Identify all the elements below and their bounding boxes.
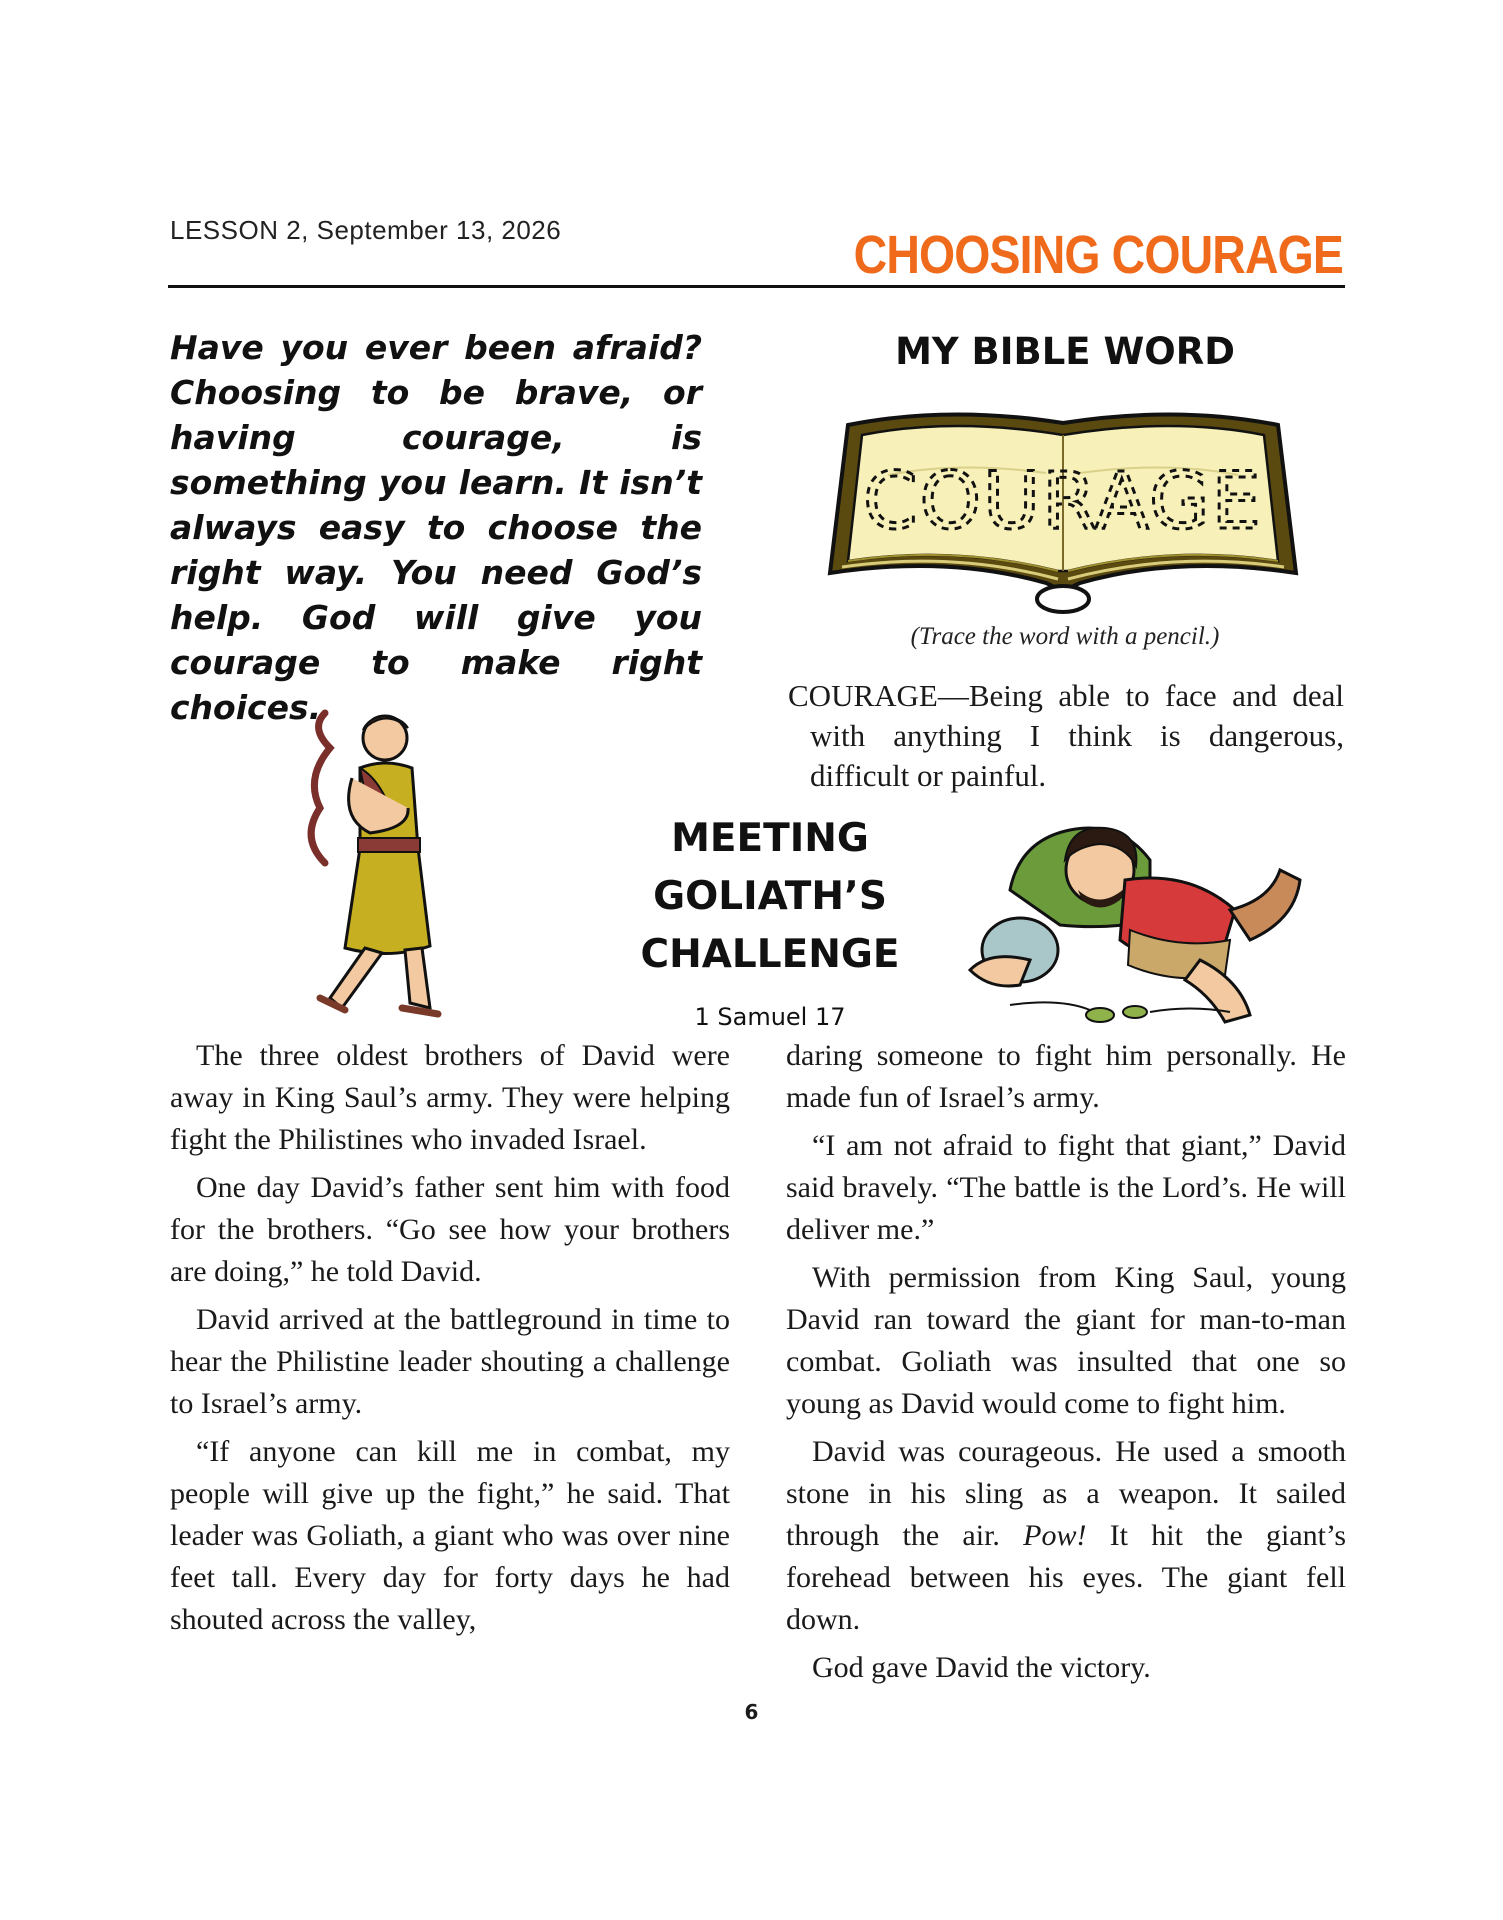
- story-paragraph: “I am not afraid to fight that giant,” David said bravely. “The battle is the Lord’s. He will deliver me.”: [786, 1129, 1346, 1246]
- paragraph-text: David was courageous. He used a smooth stone in his sling as a weapon. It sailed through the air.: [786, 1435, 1346, 1552]
- story-paragraph: [786, 1431, 1346, 1641]
- story-paragraph: One day David’s father sent him with food for the brothers. “Go see how your brothers are doing,” he told David.: [170, 1171, 730, 1288]
- story-title: [620, 810, 920, 984]
- trace-word: COURAGE: [863, 457, 1263, 547]
- pow-emphasis: Pow!: [1023, 1519, 1087, 1552]
- story-paragraph: “If anyone can kill me in combat, my people will give up the fight,” he said. That leader was Goliath, a giant who was over nine feet tall. Every day for forty days he had shouted across the valley,: [170, 1435, 730, 1636]
- lesson-date: LESSON 2, September 13, 2026: [170, 215, 562, 245]
- story-paragraph: daring someone to fight him personally. He made fun of Israel’s army.: [786, 1039, 1346, 1114]
- scripture-reference: 1 Samuel 17: [694, 1003, 846, 1031]
- header-divider: [168, 285, 1345, 288]
- trace-instruction: (Trace the word with a pencil.): [910, 623, 1220, 650]
- story-paragraph: With permission from King Saul, young David ran toward the giant for man-to-man combat. Goliath was insulted that one so young as David would come to fight him.: [786, 1261, 1346, 1420]
- word-definition: COURAGE—Being able to face and deal with anything I think is dangerous, difficult or painful.: [788, 678, 1344, 793]
- story-paragraph: The three oldest brothers of David were away in King Saul’s army. They were helping fight the Philistines who invaded Israel.: [170, 1039, 730, 1156]
- page-number: 6: [744, 1700, 759, 1724]
- open-bible-illustration: [818, 395, 1308, 620]
- story-column-left: [170, 1035, 730, 1647]
- paragraph-text: It hit the giant’s forehead between his eyes. The giant fell down.: [786, 1519, 1347, 1636]
- story-title-line: MEETING: [671, 816, 869, 861]
- story-title-line: GOLIATH’S: [653, 874, 887, 919]
- bible-word-heading: MY BIBLE WORD: [895, 330, 1235, 373]
- intro-paragraph: Have you ever been afraid? Choosing to be brave, or having courage, is something you learn. It isn’t always easy to choose the right way. You need God’s help. God will give you courage to make right choices.: [170, 328, 702, 727]
- story-column-right: [786, 1035, 1346, 1695]
- david-illustration: [290, 698, 475, 1033]
- page-title: CHOOSING COURAGE: [853, 225, 1343, 285]
- goliath-illustration: [950, 800, 1310, 1035]
- story-paragraph: David arrived at the battleground in time to hear the Philistine leader shouting a challenge to Israel’s army.: [170, 1303, 730, 1420]
- story-title-line: CHALLENGE: [640, 932, 900, 977]
- story-paragraph: God gave David the victory.: [812, 1651, 1151, 1684]
